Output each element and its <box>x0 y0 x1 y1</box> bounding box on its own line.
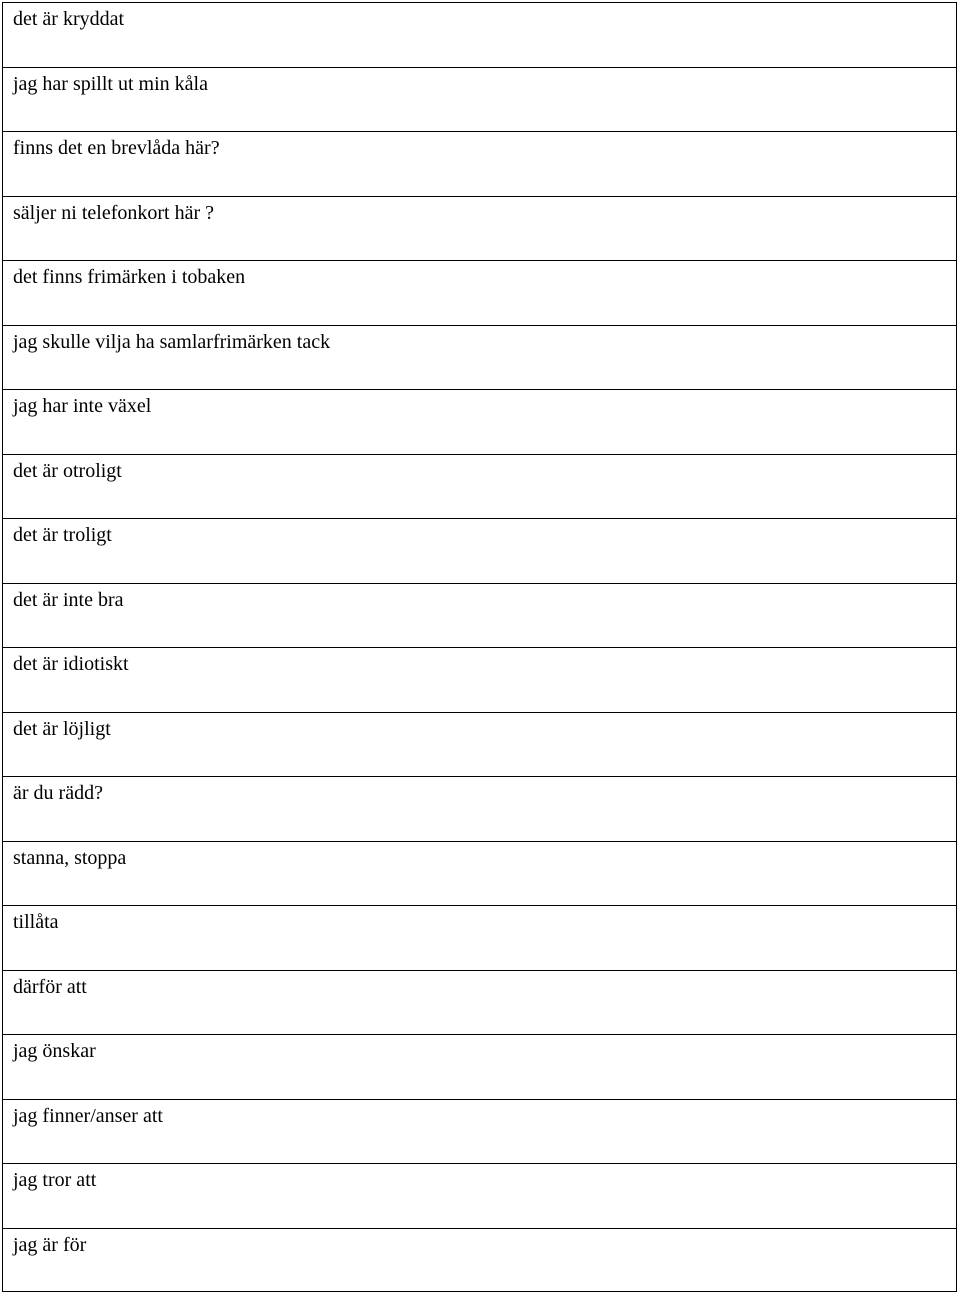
phrase-text: säljer ni telefonkort här ? <box>13 201 215 224</box>
table-row <box>3 648 956 713</box>
phrase-text: jag har inte växel <box>13 395 152 417</box>
phrase-text: det finns frimärken i tobaken <box>13 266 246 288</box>
table-row <box>3 777 956 842</box>
table-row <box>3 132 956 197</box>
table-row <box>3 326 956 391</box>
table-row <box>3 713 956 778</box>
phrase-table <box>2 2 957 1292</box>
table-row <box>3 390 956 455</box>
phrase-text: jag är för <box>13 1233 87 1256</box>
phrase-text: jag finner/anser att <box>13 1104 163 1127</box>
table-row <box>3 455 956 520</box>
phrase-text: tillåta <box>13 911 59 933</box>
table-row <box>3 1100 956 1165</box>
phrase-text: jag önskar <box>13 1040 96 1062</box>
phrase-text: jag skulle vilja ha samlarfrimärken tack <box>13 330 331 353</box>
phrase-text: det är löjligt <box>13 717 111 740</box>
phrase-text: det är troligt <box>13 524 112 546</box>
table-row <box>3 842 956 907</box>
table-row <box>3 519 956 584</box>
phrase-text: stanna, stoppa <box>13 846 127 869</box>
table-row <box>3 197 956 262</box>
phrase-text: jag har spillt ut min kåla <box>13 72 208 95</box>
table-row <box>3 1229 956 1294</box>
table-row <box>3 906 956 971</box>
table-row <box>3 261 956 326</box>
phrase-text: det är inte bra <box>13 588 124 611</box>
table-row <box>3 3 956 68</box>
phrase-text: det är idiotiskt <box>13 653 129 675</box>
phrase-text: är du rädd? <box>13 782 103 804</box>
phrase-text: jag tror att <box>13 1169 97 1191</box>
phrase-text: det är kryddat <box>13 8 125 30</box>
table-row <box>3 1035 956 1100</box>
phrase-text: finns det en brevlåda här? <box>13 137 220 159</box>
table-row <box>3 584 956 649</box>
phrase-text: därför att <box>13 975 87 998</box>
table-row <box>3 971 956 1036</box>
table-row <box>3 68 956 133</box>
table-row <box>3 1164 956 1229</box>
phrase-text: det är otroligt <box>13 459 122 482</box>
